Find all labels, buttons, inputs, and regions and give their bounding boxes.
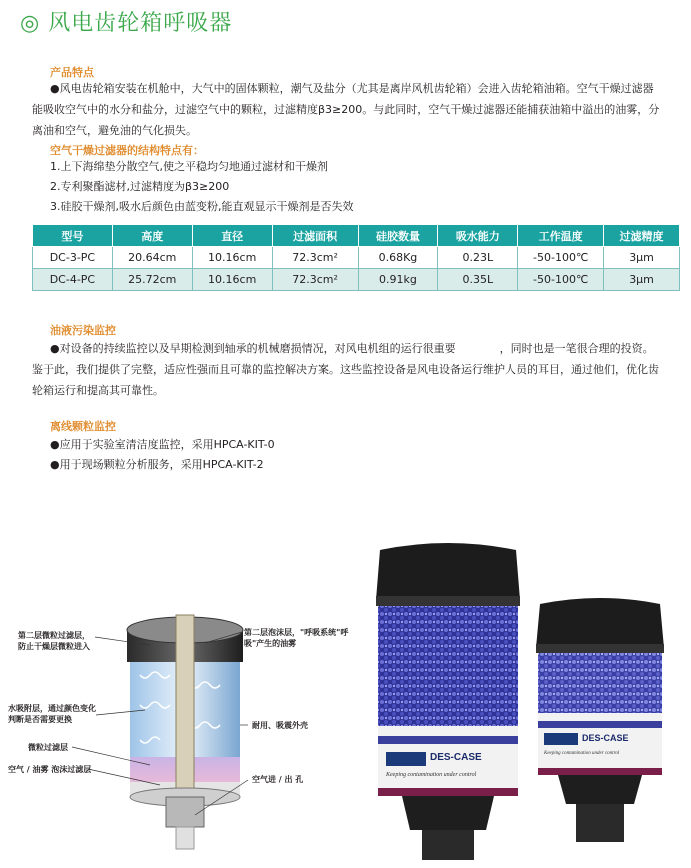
spec-header-cell: 过滤精度 — [604, 225, 680, 247]
diagram-label: 耐用、吸震外壳 — [252, 721, 308, 730]
structure-item-3: 3.硅胶干燥剂,吸水后颜色由蓝变粉,能直观显示干燥剂是否失效 — [50, 200, 354, 213]
spec-header-cell: 高度 — [112, 225, 192, 247]
spec-header-cell: 型号 — [33, 225, 113, 247]
diagram-label: 第二层泡沫层，"呼吸系统"呼 吸"产生的油雾 — [244, 628, 349, 648]
slogan-label: Keeping contamination under control — [544, 751, 620, 756]
title-text: 风电齿轮箱呼吸器 — [48, 11, 233, 36]
table-cell: 72.3cm² — [272, 247, 358, 269]
diagram-label: 空气进 / 出 孔 — [252, 775, 304, 784]
diagram-label: 水吸附层，通过颜色变化 判断是否需要更换 — [8, 704, 96, 724]
product-photo-small — [532, 596, 668, 846]
spec-header-cell: 硅胶数量 — [358, 225, 438, 247]
table-cell: 72.3cm² — [272, 269, 358, 291]
breather-small-illustration — [532, 596, 668, 846]
table-cell: 0.23L — [438, 247, 518, 269]
offline-heading: 离线颗粒监控 — [50, 420, 116, 433]
table-cell: 25.72cm — [112, 269, 192, 291]
features-heading: 产品特点 — [50, 66, 94, 79]
table-cell: 10.16cm — [192, 247, 272, 269]
spec-header-cell: 直径 — [192, 225, 272, 247]
table-cell: DC-3-PC — [33, 247, 113, 269]
table-cell: 0.68Kg — [358, 247, 438, 269]
spec-table-header — [33, 225, 680, 247]
table-cell: 0.35L — [438, 269, 518, 291]
breather-large-illustration — [372, 540, 524, 860]
product-photo-large — [372, 540, 524, 860]
page-title — [20, 6, 232, 37]
oil-monitoring-paragraph: ●对设备的持续监控以及早期检测到轴承的机械磨损情况，对风电机组的运行很重要 ，同时也是一笔很合理的投资。鉴于此，我们提供了完整，适应性强而且可靠的监控解决方案。这些监控设备是风电设备运行维护人员的耳目，通过他们，优化齿轮箱运行和提高其可靠性。 — [32, 342, 659, 397]
spec-header-cell: 工作温度 — [518, 225, 604, 247]
offline-item-2: ●用于现场颗粒分析服务，采用HPCA-KIT-2 — [50, 458, 264, 471]
table-cell: 10.16cm — [192, 269, 272, 291]
table-cell: 3μm — [604, 269, 680, 291]
brand-label: DES-CASE — [430, 752, 482, 763]
title-circle-icon: ◎ — [20, 11, 41, 36]
table-cell: 20.64cm — [112, 247, 192, 269]
table-row — [33, 247, 680, 269]
spec-header-cell: 过滤面积 — [272, 225, 358, 247]
slogan-label: Keeping contamination under control — [386, 772, 477, 778]
oil-monitoring-heading: 油液污染监控 — [50, 324, 116, 337]
spec-header-cell: 吸水能力 — [438, 225, 518, 247]
table-cell: DC-4-PC — [33, 269, 113, 291]
structure-item-2: 2.专利聚酯滤材,过滤精度为β3≥200 — [50, 180, 230, 193]
table-cell: 0.91kg — [358, 269, 438, 291]
table-cell: 3μm — [604, 247, 680, 269]
diagram-label: 第二层微粒过滤层， 防止干燥层微粒进入 — [18, 631, 90, 651]
structure-item-1: 1.上下海绵垫分散空气,使之平稳均匀地通过滤材和干燥剂 — [50, 160, 328, 173]
diagram-label: 空气 / 油雾 泡沫过滤层 — [8, 765, 92, 774]
diagram-label: 微粒过滤层 — [28, 743, 68, 752]
table-row — [33, 269, 680, 291]
table-cell: -50-100℃ — [518, 247, 604, 269]
features-paragraph: ●风电齿轮箱安装在机舱中，大气中的固体颗粒，潮气及盐分（尤其是离岸风机齿轮箱）会进入齿轮箱油箱。空气干燥过滤器能吸收空气中的水分和盐分，过滤空气中的颗粒，过滤精度β3≥200。与此同时，空气干燥过滤器还能捕获油箱中溢出的油雾，分离油和空气，避免油的气化损失。 — [32, 82, 660, 137]
offline-item-1: ●应用于实验室清洁度监控，采用HPCA-KIT-0 — [50, 438, 275, 451]
table-cell: -50-100℃ — [518, 269, 604, 291]
spec-table — [32, 224, 680, 291]
structure-heading: 空气干燥过滤器的结构特点有： — [50, 144, 204, 157]
breather-cutaway-diagram — [0, 585, 350, 860]
brand-label: DES-CASE — [582, 733, 629, 743]
